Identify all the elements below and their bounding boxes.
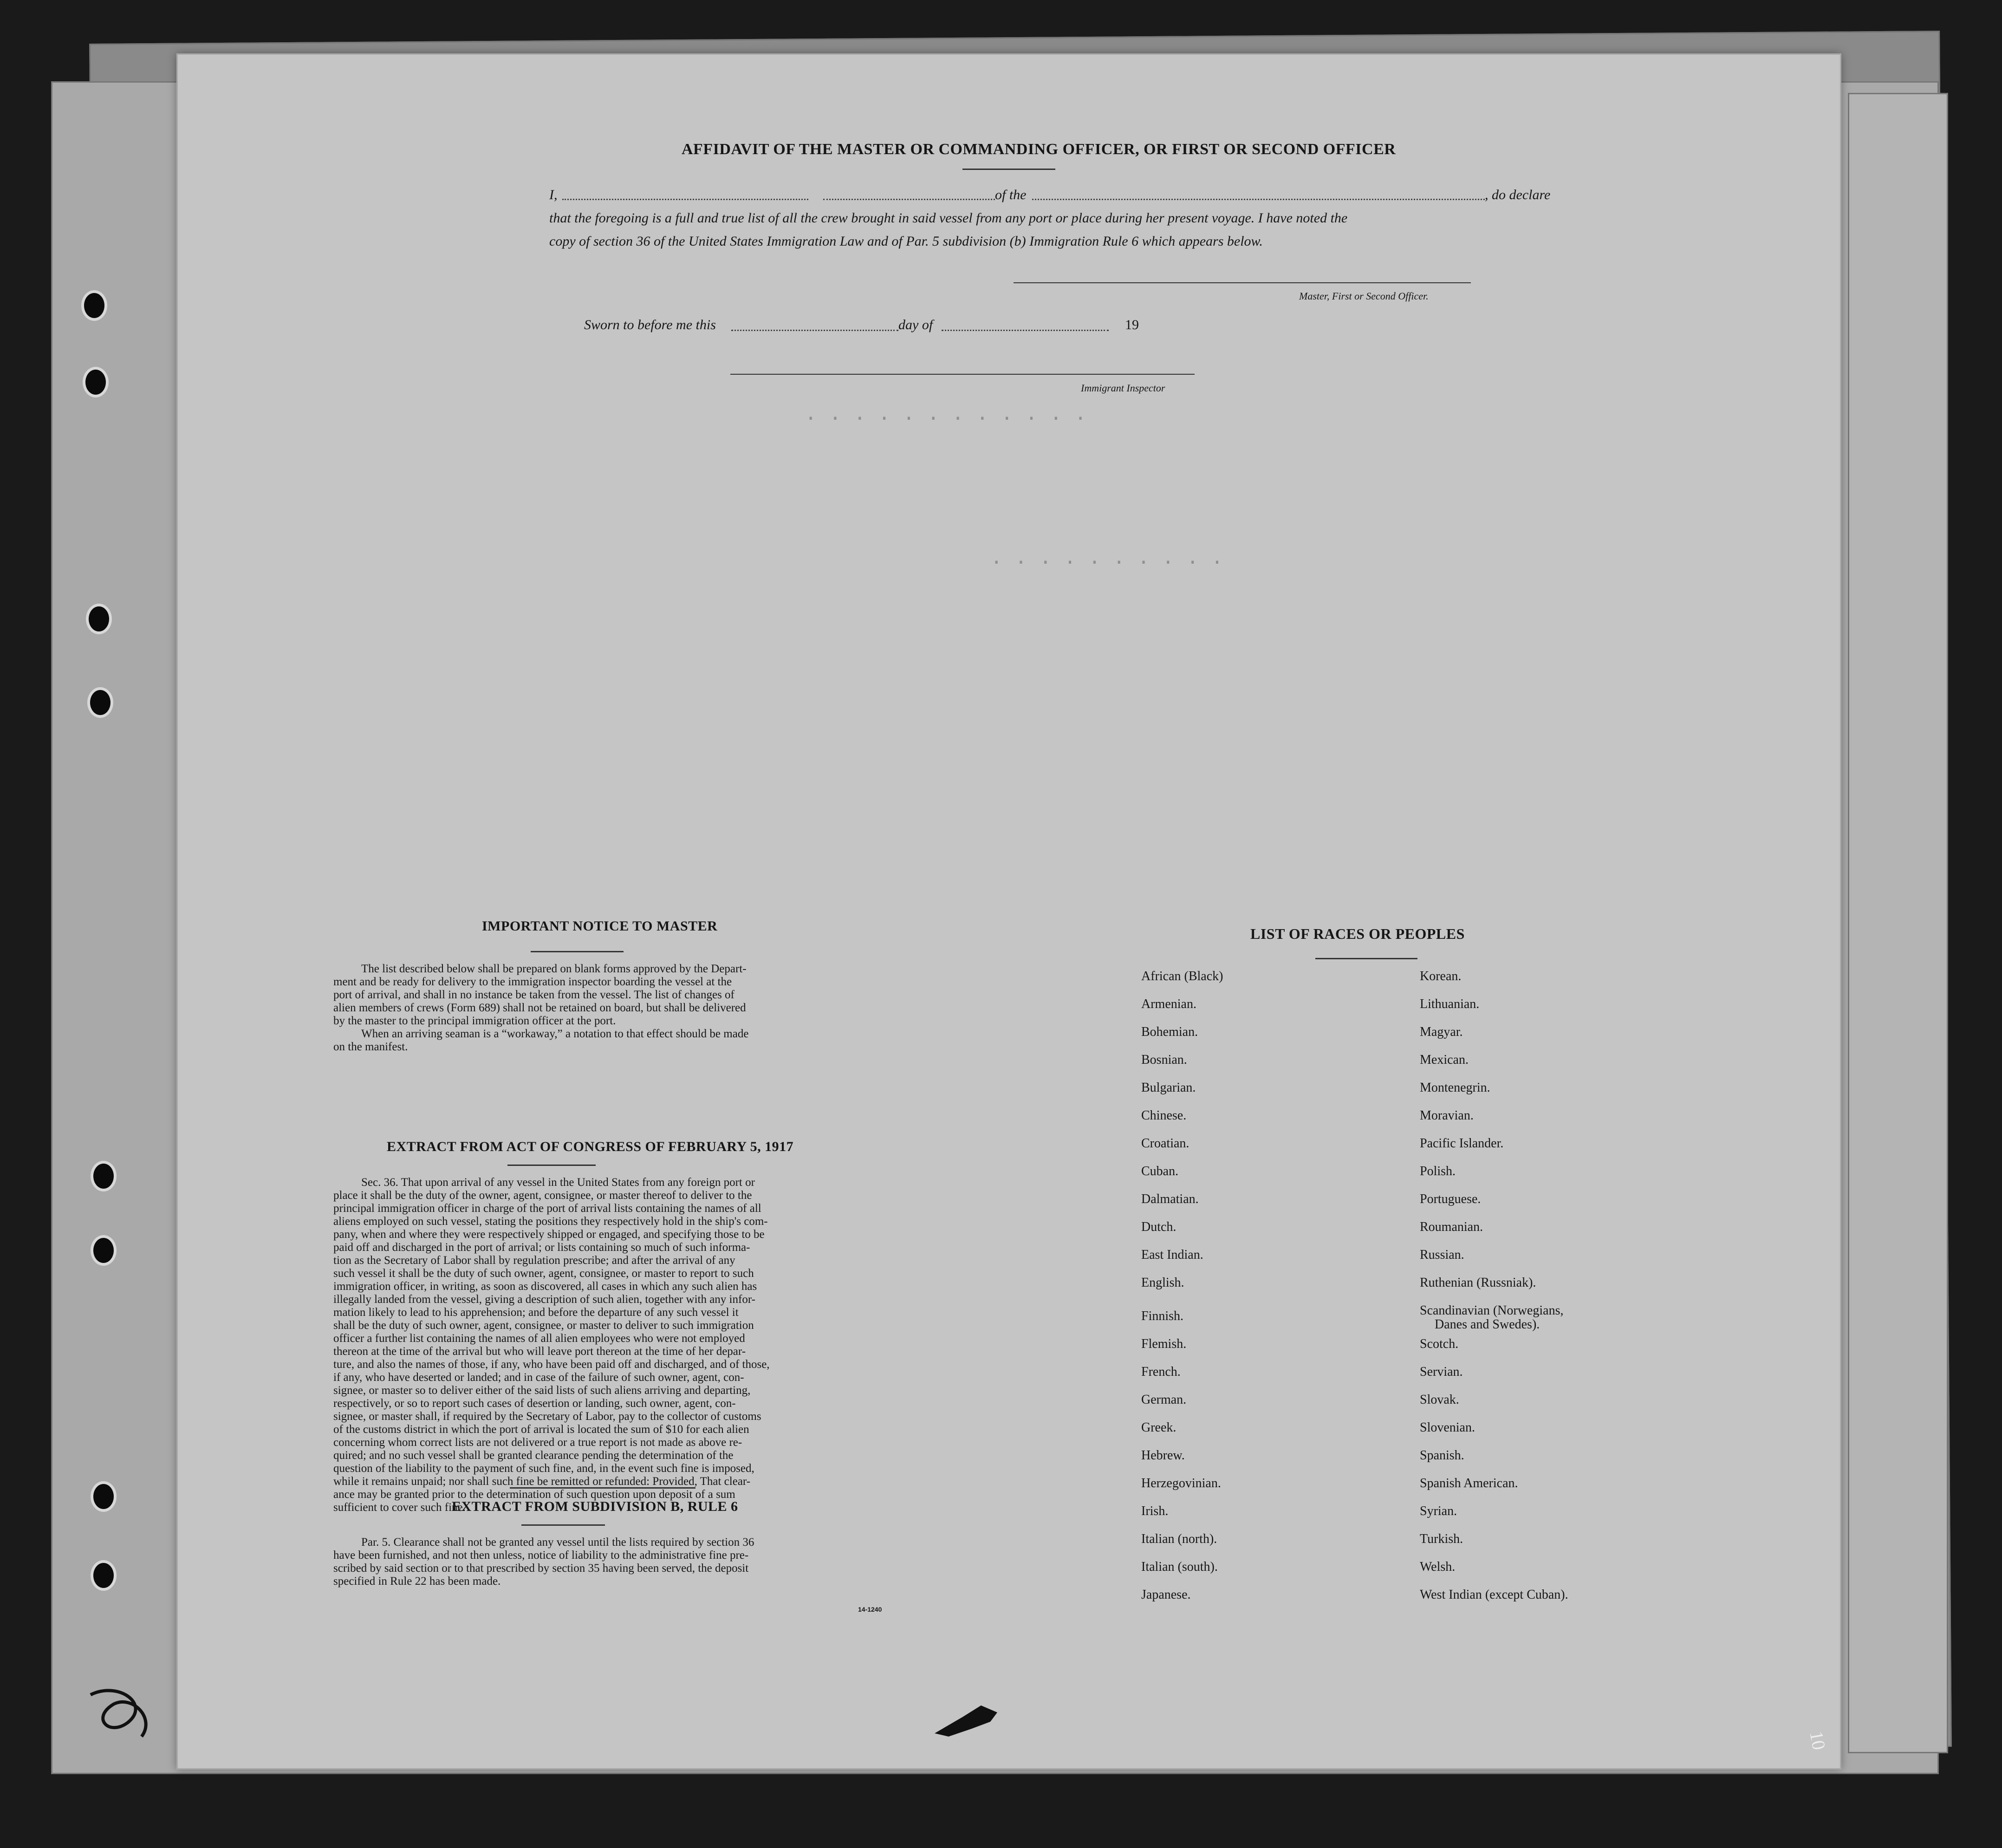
extract-rule-paragraph xyxy=(333,1536,921,1588)
extract-act-line: ture, and also the names of those, if any, who have been paid off and discharged, and of those, xyxy=(333,1358,770,1371)
extract-act-line: quired; and no such vessel shall be granted clearance pending the determination of the xyxy=(333,1449,734,1462)
extract-act-line: thereon at the time of the arrival but who will leave port thereon at the time of her depar- xyxy=(333,1345,746,1358)
extract-act-line: signee, or master shall, if required by the Secretary of Labor, pay to the collector of customs xyxy=(333,1410,761,1423)
race-item: Syrian. xyxy=(1420,1504,1457,1518)
extract-act-line: of the customs district in which the port of arrival is located the sum of $10 for each alien xyxy=(333,1423,749,1436)
race-item: Hebrew. xyxy=(1141,1448,1185,1463)
extract-act-line: shall be the duty of such owner, agent, consignee, or master to deliver to such immigration xyxy=(333,1319,754,1332)
bleed-through-text: . . . . . . . . . . . . xyxy=(805,403,1087,426)
notice-line: port of arrival, and shall in no instance be taken from the vessel. The list of changes of xyxy=(333,989,734,1001)
binding-hole xyxy=(87,687,113,718)
pen-scribble-mark xyxy=(81,1676,165,1746)
binding-hole xyxy=(81,290,107,321)
inspector-label: Immigrant Inspector xyxy=(1081,382,1165,394)
signature-line xyxy=(1014,282,1471,283)
race-item: Dutch. xyxy=(1141,1220,1176,1234)
extract-rule-line: specified in Rule 22 has been made. xyxy=(333,1575,501,1588)
affidavit-form-sheet xyxy=(176,53,1841,1770)
race-item: Croatian. xyxy=(1141,1136,1190,1151)
race-item-line: Danes and Swedes). xyxy=(1435,1317,1540,1332)
race-item-scandinavian xyxy=(1420,1304,1680,1337)
notice-paragraph xyxy=(333,963,921,1054)
race-item: Finnish. xyxy=(1141,1309,1184,1323)
extract-act-paragraph xyxy=(333,1176,921,1514)
race-item: African (Black) xyxy=(1141,969,1223,983)
do-declare-label: , do declare xyxy=(1485,187,1551,202)
race-item: English. xyxy=(1141,1275,1184,1290)
race-item: Welsh. xyxy=(1420,1560,1456,1574)
rank-blank xyxy=(823,199,995,200)
race-item-line: Scandinavian (Norwegians, xyxy=(1420,1303,1564,1318)
sworn-day-blank xyxy=(731,330,898,331)
race-item: Slovenian. xyxy=(1420,1420,1475,1435)
binding-hole xyxy=(91,1481,117,1512)
year-prefix: 19 xyxy=(1125,317,1139,332)
race-item: Korean. xyxy=(1420,969,1462,983)
extract-act-line: question of the liability to the payment of such fine, and, in the event such fine is imposed, xyxy=(333,1462,754,1475)
extract-act-line: aliens employed on such vessel, stating the positions they respectively hold in the ship's com- xyxy=(333,1215,768,1228)
race-item: Spanish American. xyxy=(1420,1476,1518,1490)
race-item: Japanese. xyxy=(1141,1588,1191,1602)
race-item: Servian. xyxy=(1420,1365,1463,1379)
binding-hole xyxy=(86,604,112,634)
signature-label: Master, First or Second Officer. xyxy=(1299,290,1429,302)
race-item: Russian. xyxy=(1420,1248,1464,1262)
race-item: Greek. xyxy=(1141,1420,1176,1435)
extract-rule-title: EXTRACT FROM SUBDIVISION B, RULE 6 xyxy=(452,1499,738,1514)
extract-act-underline xyxy=(507,1165,596,1166)
notice-line: The list described below shall be prepared on blank forms approved by the Depart- xyxy=(361,963,747,975)
race-item: Lithuanian. xyxy=(1420,997,1480,1011)
extract-act-line: concerning whom correct lists are not delivered or a true report is not made as above re- xyxy=(333,1436,742,1449)
form-number: 14-1240 xyxy=(858,1606,882,1613)
race-item: Dalmatian. xyxy=(1141,1192,1199,1206)
races-title: LIST OF RACES OR PEOPLES xyxy=(1250,925,1465,942)
extract-act-line: if any, who have deserted or landed; and in case of the failure of such owner, agent, con- xyxy=(333,1371,744,1384)
extract-act-line: paid off and discharged in the port of arrival; or lists containing so much of such informa- xyxy=(333,1241,750,1254)
race-item: Portuguese. xyxy=(1420,1192,1481,1206)
race-item: Pacific Islander. xyxy=(1420,1136,1504,1151)
notice-underline xyxy=(531,951,624,952)
binding-hole xyxy=(83,367,109,397)
race-item: Armenian. xyxy=(1141,997,1196,1011)
race-item: Turkish. xyxy=(1420,1532,1463,1546)
races-right-column xyxy=(1420,970,1680,1616)
extract-act-line: illegally landed from the vessel, giving a description of such alien, together with any infor- xyxy=(333,1293,755,1306)
race-item: Ruthenian (Russniak). xyxy=(1420,1275,1536,1290)
extract-act-line: mation likely to lead to his apprehension; and before the departure of any such vessel it xyxy=(333,1306,739,1319)
extract-act-line: place it shall be the duty of the owner, agent, consignee, or master thereof to deliver to the xyxy=(333,1189,752,1202)
race-item: Bulgarian. xyxy=(1141,1080,1196,1095)
affidavit-statement-line: that the foregoing is a full and true list of all the crew brought in said vessel from any port or place during her present voyage. I have noted the xyxy=(549,210,1348,226)
race-item: Italian (north). xyxy=(1141,1532,1217,1546)
of-the-label: of the xyxy=(995,187,1027,202)
extract-act-title: EXTRACT FROM ACT OF CONGRESS OF FEBRUARY 5, 1917 xyxy=(387,1139,794,1154)
race-item: West Indian (except Cuban). xyxy=(1420,1588,1568,1602)
extract-act-line: tion as the Secretary of Labor shall by regulation prescribe; and after the arrival of any xyxy=(333,1254,735,1267)
affidavit-title: AFFIDAVIT OF THE MASTER OR COMMANDING OFFICER, OR FIRST OR SECOND OFFICER xyxy=(682,141,1396,158)
binding-hole xyxy=(91,1235,117,1266)
name-blank xyxy=(562,199,808,200)
underlying-sheet-edge xyxy=(1848,93,1948,1753)
race-item: Scotch. xyxy=(1420,1337,1459,1351)
extract-act-line: such vessel it shall be the duty of such owner, agent, consignee, or master to report to such xyxy=(333,1267,754,1280)
extract-rule-line: Par. 5. Clearance shall not be granted any vessel until the lists required by section 36 xyxy=(361,1536,754,1549)
race-item: Montenegrin. xyxy=(1420,1080,1490,1095)
extract-act-line: officer a further list containing the names of all alien employees who were not employed xyxy=(333,1332,745,1345)
affidavit-statement-line: copy of section 36 of the United States Immigration Law and of Par. 5 subdivision (b) Immigration Rule 6 which appears below. xyxy=(549,234,1263,249)
vessel-blank xyxy=(1032,199,1485,200)
day-of-label: day of xyxy=(898,317,933,332)
race-item: Mexican. xyxy=(1420,1053,1469,1067)
race-item: Spanish. xyxy=(1420,1448,1464,1463)
extract-rule-line: scribed by said section or to that prescribed by section 35 having been served, the deposit xyxy=(333,1562,749,1575)
race-item: East Indian. xyxy=(1141,1248,1203,1262)
extract-act-line: principal immigration officer in charge of the port of arrival lists containing the names of all xyxy=(333,1202,761,1215)
torn-fragment-mark xyxy=(935,1703,1000,1740)
binding-hole xyxy=(91,1560,117,1591)
inspector-signature-line xyxy=(730,374,1195,375)
race-item: Moravian. xyxy=(1420,1108,1474,1123)
race-item: Cuban. xyxy=(1141,1164,1179,1178)
races-left-column xyxy=(1141,970,1383,1616)
race-item: Flemish. xyxy=(1141,1337,1187,1351)
extract-act-line: sufficient to cover such fine. xyxy=(333,1501,466,1514)
notice-line: by the master to the principal immigration officer at the port. xyxy=(333,1015,616,1027)
affidavit-i-label: I, xyxy=(549,187,558,202)
extract-act-line: Sec. 36. That upon arrival of any vessel in the United States from any foreign port or xyxy=(361,1176,755,1189)
race-item: German. xyxy=(1141,1393,1187,1407)
title-underline xyxy=(962,169,1055,170)
race-item: Slovak. xyxy=(1420,1393,1459,1407)
notice-line: alien members of crews (Form 689) shall not be retained on board, but shall be delivered xyxy=(333,1002,746,1014)
race-item: Bosnian. xyxy=(1141,1053,1187,1067)
extract-act-line: ance may be granted prior to the determination of such question upon deposit of a sum xyxy=(333,1488,735,1501)
extract-act-line: respectively, or so to report such cases of desertion or landing, such owner, agent, con- xyxy=(333,1397,736,1410)
notice-line: on the manifest. xyxy=(333,1041,408,1053)
race-item: Roumanian. xyxy=(1420,1220,1483,1234)
extract-act-line: immigration officer, in writing, as soon as discovered, all cases in which any such alien has xyxy=(333,1280,757,1293)
binding-hole xyxy=(91,1161,117,1191)
notice-title: IMPORTANT NOTICE TO MASTER xyxy=(482,918,718,934)
sworn-month-blank xyxy=(942,330,1109,331)
race-item: French. xyxy=(1141,1365,1181,1379)
race-item: Bohemian. xyxy=(1141,1025,1198,1039)
section-divider xyxy=(510,1487,696,1489)
extract-act-line: pany, when and where they were respectively shipped or engaged, and specifying those to be xyxy=(333,1228,765,1241)
races-underline xyxy=(1315,958,1417,959)
race-item: Magyar. xyxy=(1420,1025,1463,1039)
extract-rule-underline xyxy=(521,1524,605,1526)
notice-line: ment and be ready for delivery to the immigration inspector boarding the vessel at the xyxy=(333,976,732,988)
race-item: Irish. xyxy=(1141,1504,1169,1518)
race-item: Chinese. xyxy=(1141,1108,1187,1123)
race-item: Italian (south). xyxy=(1141,1560,1218,1574)
race-item: Herzegovinian. xyxy=(1141,1476,1221,1490)
extract-act-line: signee, or master so to deliver either of the said lists of such aliens arriving and departing, xyxy=(333,1384,751,1397)
notice-line: When an arriving seaman is a “workaway,” a notation to that effect should be made xyxy=(361,1028,749,1040)
sworn-label: Sworn to before me this xyxy=(584,317,716,332)
bleed-through-text: . . . . . . . . . . xyxy=(990,547,1223,570)
extract-act-line: while it remains unpaid; nor shall such fine be remitted or refunded: Provided, That clear- xyxy=(333,1475,751,1488)
extract-rule-line: have been furnished, and not then unless, notice of liability to the administrative fine pre- xyxy=(333,1549,749,1562)
race-item: Polish. xyxy=(1420,1164,1456,1178)
corner-number: 10 xyxy=(1806,1729,1830,1752)
